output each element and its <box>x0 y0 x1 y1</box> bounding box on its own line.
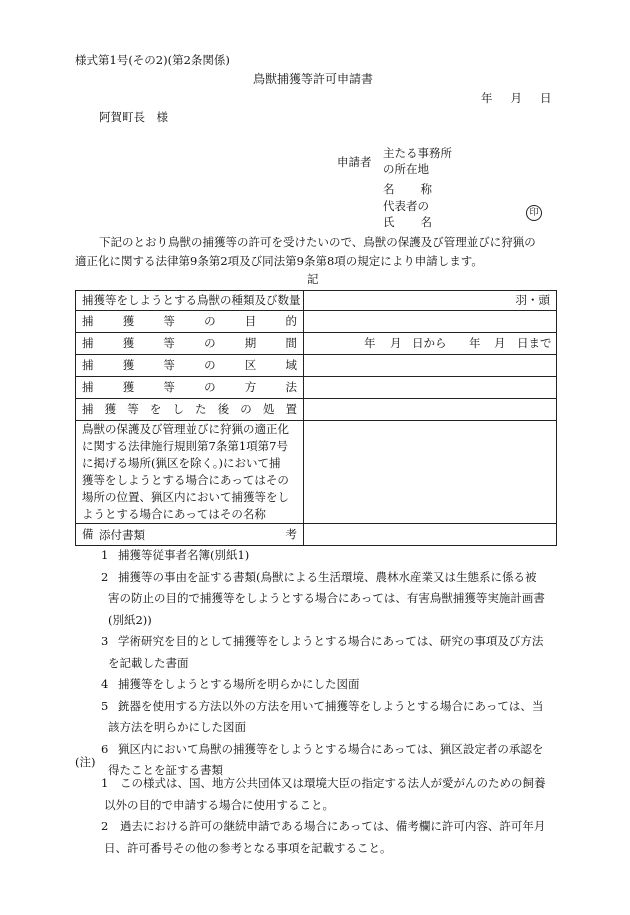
label-line: 場所の位置、猟区内において捕獲等をし <box>82 490 289 504</box>
period-end-day: 日まで <box>517 336 552 350</box>
office-address-label-1: 主たる事務所 <box>383 146 452 160</box>
document-title: 鳥獣捕獲等許可申請書 <box>253 72 374 86</box>
list-item-line: この様式は、国、地方公共団体又は環境大臣の指定する法人が愛がんのための飼養 <box>120 776 546 790</box>
label-char: 捕 <box>82 379 94 394</box>
label-char: し <box>172 401 184 416</box>
name-char: 名 <box>420 215 432 229</box>
label-char: 捕 <box>82 335 94 350</box>
label-char: 方 <box>244 379 257 394</box>
disposal-label <box>76 399 304 421</box>
label-char: 備 <box>82 526 94 541</box>
area-label <box>76 355 304 377</box>
species-quantity-label: 捕獲等をしようとする鳥獣の種類及び数量 <box>76 291 304 311</box>
notes-heading: (注) <box>75 755 96 769</box>
table-row <box>76 524 557 546</box>
period-end-year: 年 <box>469 336 481 350</box>
list-item-number: 2 <box>101 819 109 833</box>
list-item-number: 2 <box>101 569 109 584</box>
representative-label-2 <box>383 215 432 231</box>
label-char: 等 <box>127 401 139 416</box>
label-char: 獲 <box>122 379 135 394</box>
office-address-label-2: の所在地 <box>383 162 429 176</box>
table-row <box>76 377 557 399</box>
disposal-field[interactable] <box>304 399 557 421</box>
list-item-line: (別紙2)) <box>108 612 152 627</box>
label-char: 獲 <box>122 335 135 350</box>
period-start-year: 年 <box>364 336 376 350</box>
label-char: 捕 <box>82 357 94 372</box>
label-char: 間 <box>285 335 297 350</box>
label-char: の <box>204 379 216 394</box>
period-end-month: 月 <box>494 336 506 350</box>
table-row <box>76 355 557 377</box>
list-item-number: 1 <box>101 776 109 790</box>
label-char: 法 <box>285 379 297 394</box>
representative-label-1: 代表者の <box>383 199 429 213</box>
list-item-number: 1 <box>101 548 109 562</box>
table-row <box>76 399 557 421</box>
label-char: の <box>204 357 216 372</box>
label-char: 域 <box>285 357 297 372</box>
label-char: 後 <box>217 401 230 416</box>
label-char: 期 <box>244 335 257 350</box>
remarks-field[interactable] <box>304 524 557 546</box>
unit-label: 羽・頭 <box>515 292 550 307</box>
period-start-day: 日から <box>412 336 447 350</box>
label-char: 捕 <box>82 313 94 328</box>
location-label <box>76 421 304 524</box>
label-line: ようとする場合にあってはその名称 <box>82 507 266 521</box>
label-char: た <box>195 401 207 416</box>
label-char: 等 <box>163 335 175 350</box>
label-char: 区 <box>244 357 257 372</box>
label-char: 処 <box>262 401 275 416</box>
date-month-label: 月 <box>510 91 522 105</box>
list-item-line: 害の防止の目的で捕獲等をしようとする場合にあっては、有害鳥獣捕獲等実施計画書 <box>108 591 545 605</box>
list-item-line: 学術研究を目的として捕獲等をしようとする場合にあっては、研究の事項及び方法 <box>118 634 544 648</box>
label-char: の <box>240 401 252 416</box>
table-row <box>76 421 557 524</box>
list-item-line: を記載した書面 <box>108 655 189 670</box>
list-item-line: 該方法を明らかにした図面 <box>108 720 246 734</box>
name-char: 名 <box>383 182 395 196</box>
label-char: の <box>204 313 216 328</box>
list-item-number: 4 <box>101 677 109 691</box>
list-item-number: 3 <box>101 634 109 648</box>
table-row <box>76 333 557 355</box>
organization-name-label <box>383 182 432 198</box>
applicant-label: 申請者 <box>337 155 372 169</box>
label-char: 等 <box>163 379 175 394</box>
date-day-label: 日 <box>540 91 552 105</box>
list-item-line: 猟区内において鳥獣の捕獲等をしようとする場合にあっては、猟区設定者の承認を <box>118 741 544 756</box>
label-char: 考 <box>285 526 297 541</box>
label-char: 目 <box>244 313 257 328</box>
list-item-line: 捕獲等をしようとする場所を明らかにした図面 <box>118 677 360 691</box>
label-char: 獲 <box>104 401 117 416</box>
location-field[interactable] <box>304 421 557 524</box>
seal-mark: 印 <box>526 205 542 221</box>
intro-line-2: 適正化に関する法律第9条第2項及び同法第9条第8項の規定により申請します。 <box>75 254 483 268</box>
label-char: 的 <box>285 313 297 328</box>
label-char: 置 <box>285 401 297 416</box>
date-year-label: 年 <box>481 91 493 105</box>
label-line: 獲等をしようとする場合にあってはその <box>82 473 289 487</box>
table-row <box>76 311 557 333</box>
intro-line-1: 下記のとおり鳥獣の捕獲等の許可を受けたいので、鳥獣の保護及び管理並びに狩猟の <box>99 235 536 249</box>
name-char: 氏 <box>383 215 395 229</box>
ki-label: 記 <box>307 272 319 286</box>
label-char: を <box>149 401 162 416</box>
application-table <box>75 290 557 546</box>
purpose-field[interactable] <box>304 311 557 333</box>
list-item-line: 捕獲等従事者名簿(別紙1) <box>118 548 250 562</box>
list-item-line: 銃器を使用する方法以外の方法を用いて捕獲等をしようとする場合にあっては、当 <box>118 698 544 713</box>
table-row <box>76 291 557 311</box>
label-char: 獲 <box>122 313 135 328</box>
method-field[interactable] <box>304 377 557 399</box>
list-item-line: 日、許可番号その他の参考となる事項を記載すること。 <box>104 840 392 855</box>
name-char: 称 <box>420 182 432 196</box>
area-field[interactable] <box>304 355 557 377</box>
list-item-line: 得たことを証する書類 <box>108 763 223 777</box>
form-number: 様式第1号(その2)(第2条関係) <box>75 53 230 67</box>
purpose-label <box>76 311 304 333</box>
list-item-number: 5 <box>101 698 109 713</box>
label-char: 等 <box>163 357 175 372</box>
label-line: に関する法律施行規則第7条第1項第7号 <box>82 439 288 453</box>
method-label <box>76 377 304 399</box>
label-char: 獲 <box>122 357 135 372</box>
label-char: の <box>204 335 216 350</box>
label-line: に掲げる場所(猟区を除く。)において捕 <box>82 456 281 470</box>
list-item-line: 以外の目的で申請する場合に使用すること。 <box>104 797 334 812</box>
period-label <box>76 333 304 355</box>
date-field <box>481 91 552 107</box>
period-field[interactable] <box>304 333 557 355</box>
label-line: 鳥獣の保護及び管理並びに狩猟の適正化 <box>82 422 289 436</box>
label-char: 等 <box>163 313 175 328</box>
species-quantity-field[interactable] <box>304 291 557 311</box>
period-start-month: 月 <box>390 336 402 350</box>
label-char: 捕 <box>82 401 94 416</box>
list-item-number: 6 <box>101 741 109 756</box>
attachments-heading: 添付書類 <box>99 528 145 542</box>
addressee: 阿賀町長 様 <box>99 110 168 124</box>
list-item-line: 過去における許可の継続申請である場合にあっては、備考欄に許可内容、許可年月 <box>120 819 546 833</box>
list-item-line: 捕獲等の事由を証する書類(鳥獣による生活環境、農林水産業又は生態系に係る被 <box>118 569 537 584</box>
